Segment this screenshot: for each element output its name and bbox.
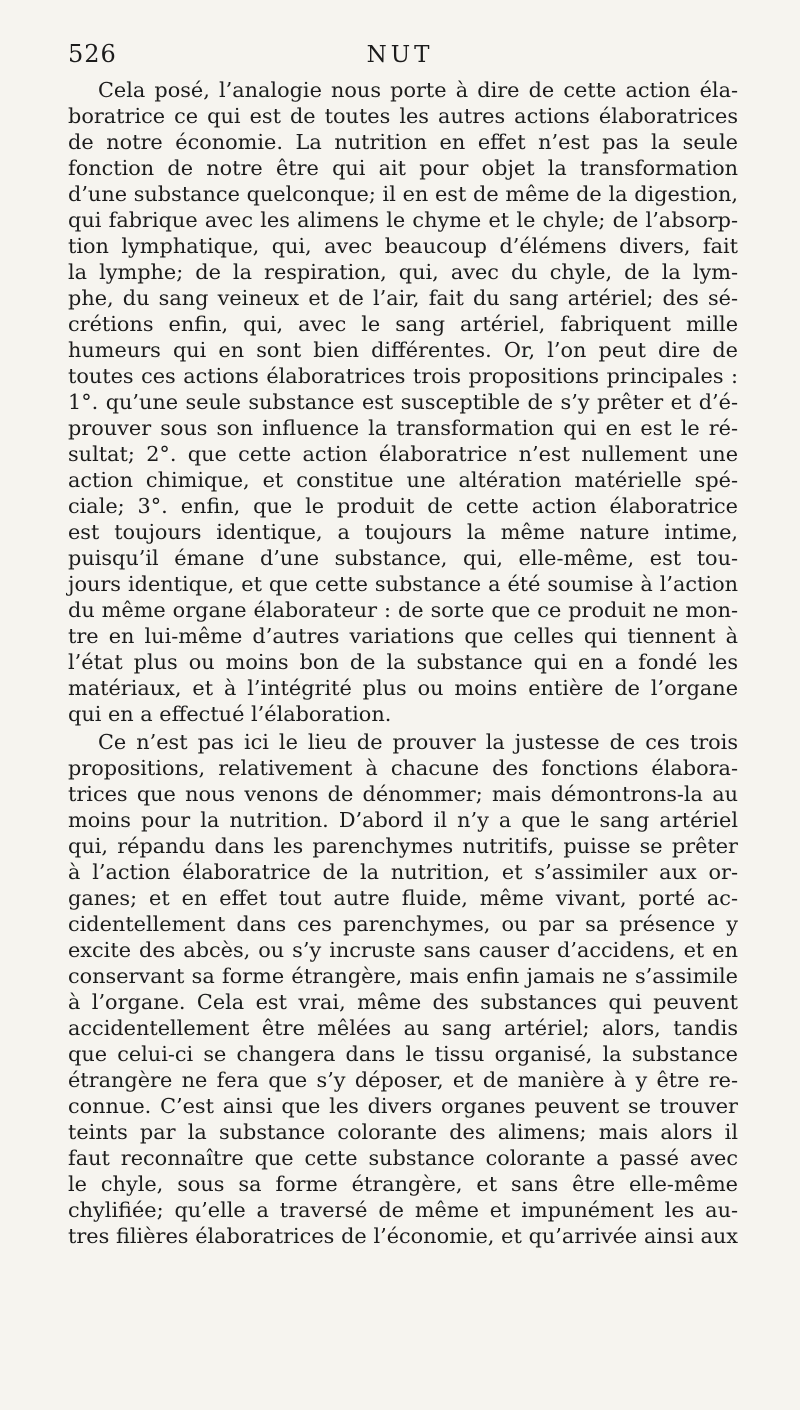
text-line: moins pour la nutrition. D’abord il n’y a que le sang artériel — [68, 808, 738, 832]
text-line: tion lymphatique, qui, avec beaucoup d’élémens divers, fait — [68, 234, 738, 258]
text-line: fonction de notre être qui ait pour objet la transformation — [68, 156, 738, 180]
text-line: puisqu’il émane d’une substance, qui, elle-même, est tou- — [68, 546, 738, 570]
text-line: toutes ces actions élaboratrices trois propositions principales : — [68, 364, 738, 388]
text-line: cidentellement dans ces parenchymes, ou par sa présence y — [68, 912, 738, 936]
text-line: ciale; 3°. enfin, que le produit de cette action élaboratrice — [68, 494, 738, 518]
text-line: excite des abcès, ou s’y incruste sans causer d’accidens, et en — [68, 938, 738, 962]
text-line: d’une substance quelconque; il en est de même de la digestion, — [68, 182, 738, 206]
text-line: de notre économie. La nutrition en effet n’est pas la seule — [68, 130, 738, 154]
text-line: est toujours identique, a toujours la même nature intime, — [68, 520, 738, 544]
running-head — [68, 40, 732, 80]
running-title: NUT — [366, 42, 434, 68]
text-line: chylifiée; qu’elle a traversé de même et impunément les au- — [68, 1198, 738, 1222]
page-number: 526 — [68, 40, 117, 68]
body-text — [68, 77, 738, 1249]
text-line: qui, répandu dans les parenchymes nutritifs, puisse se prêter — [68, 834, 738, 858]
text-line: matériaux, et à l’intégrité plus ou moins entière de l’organe — [68, 676, 738, 700]
text-line: prouver sous son influence la transformation qui en est le ré- — [68, 416, 738, 440]
text-line: propositions, relativement à chacune des fonctions élabora- — [68, 756, 738, 780]
text-line: trices que nous venons de dénommer; mais démontrons-la au — [68, 782, 738, 806]
text-line: humeurs qui en sont bien différentes. Or, l’on peut dire de — [68, 338, 738, 362]
text-line: boratrice ce qui est de toutes les autres actions élaboratrices — [68, 104, 738, 128]
text-line: du même organe élaborateur : de sorte que ce produit ne mon- — [68, 598, 738, 622]
text-line: faut reconnaître que cette substance colorante a passé avec — [68, 1146, 738, 1170]
text-line: sultat; 2°. que cette action élaboratrice n’est nullement une — [68, 442, 738, 466]
text-line: connue. C’est ainsi que les divers organes peuvent se trouver — [68, 1094, 738, 1118]
text-line: phe, du sang veineux et de l’air, fait du sang artériel; des sé- — [68, 286, 738, 310]
text-line: qui fabrique avec les alimens le chyme et le chyle; de l’absorp- — [68, 208, 738, 232]
text-line: à l’organe. Cela est vrai, même des substances qui peuvent — [68, 990, 738, 1014]
text-line: le chyle, sous sa forme étrangère, et sans être elle-même — [68, 1172, 738, 1196]
text-line: accidentellement être mêlées au sang artériel; alors, tandis — [68, 1016, 738, 1040]
text-line: jours identique, et que cette substance a été soumise à l’action — [68, 572, 738, 596]
text-line: ganes; et en effet tout autre fluide, même vivant, porté ac- — [68, 886, 738, 910]
text-line: à l’action élaboratrice de la nutrition, et s’assimiler aux or- — [68, 860, 738, 884]
text-line: teints par la substance colorante des alimens; mais alors il — [68, 1120, 738, 1144]
text-line: tres filières élaboratrices de l’économie, et qu’arrivée ainsi aux — [68, 1224, 738, 1248]
text-line: crétions enfin, qui, avec le sang artériel, fabriquent mille — [68, 312, 738, 336]
text-line: qui en a effectué l’élaboration. — [68, 702, 392, 726]
text-line: conservant sa forme étrangère, mais enfin jamais ne s’assimile — [68, 964, 738, 988]
text-line: 1°. qu’une seule substance est susceptible de s’y prêter et d’é- — [68, 390, 738, 414]
text-line: action chimique, et constitue une altération matérielle spé- — [68, 468, 738, 492]
text-line: la lymphe; de la respiration, qui, avec du chyle, de la lym- — [68, 260, 738, 284]
text-line: tre en lui-même d’autres variations que celles qui tiennent à — [68, 624, 738, 648]
text-line: Ce n’est pas ici le lieu de prouver la justesse de ces trois — [98, 730, 738, 754]
text-line: l’état plus ou moins bon de la substance qui en a fondé les — [68, 650, 738, 674]
paragraph-2 — [68, 729, 738, 1249]
text-line: étrangère ne fera que s’y déposer, et de manière à y être re- — [68, 1068, 738, 1092]
text-line: Cela posé, l’analogie nous porte à dire de cette action éla- — [98, 78, 738, 102]
text-line: que celui-ci se changera dans le tissu organisé, la substance — [68, 1042, 738, 1066]
paragraph-1 — [68, 77, 738, 727]
